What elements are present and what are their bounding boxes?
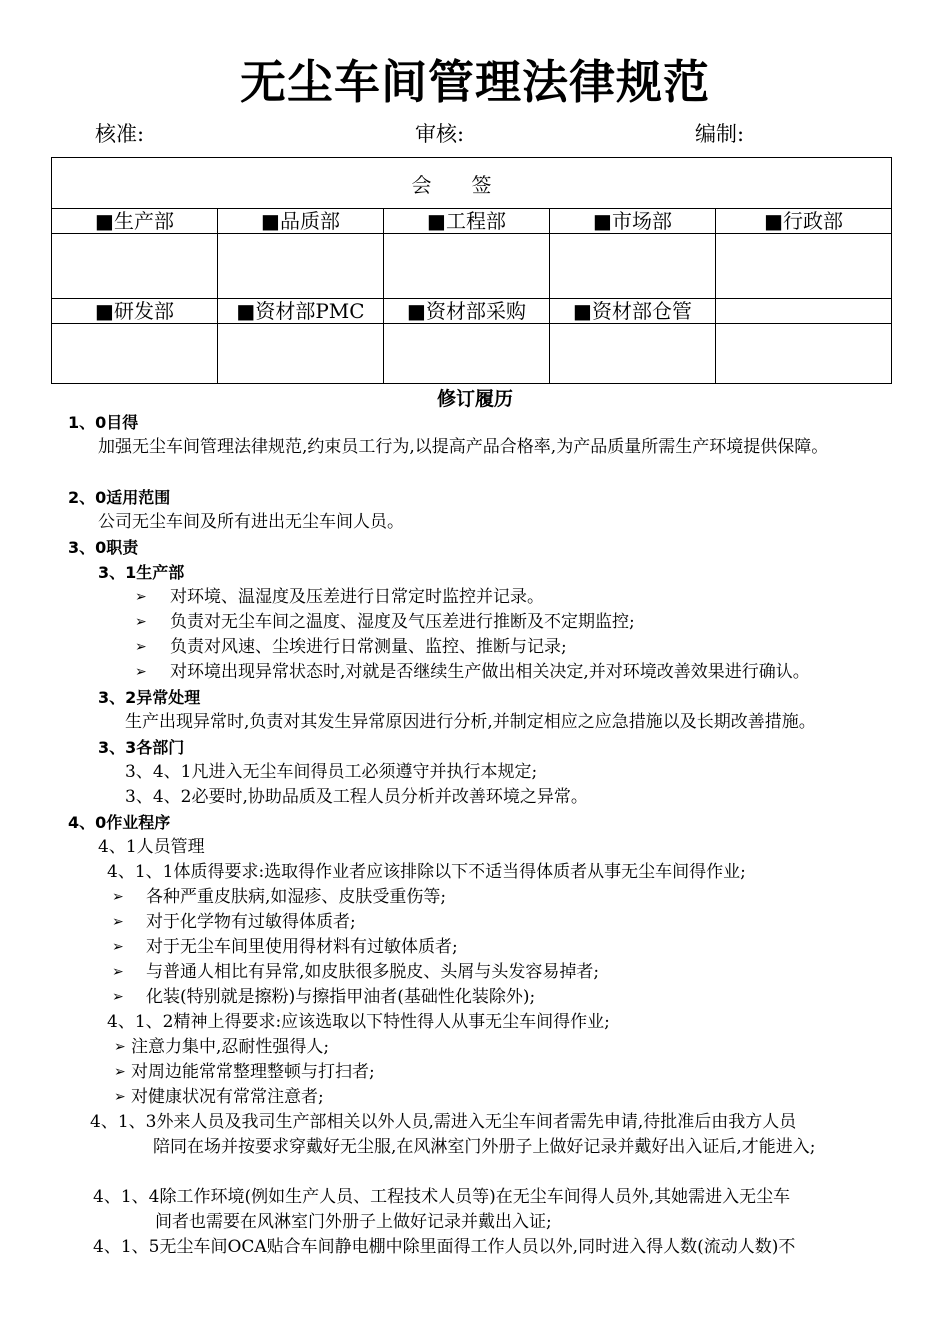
list-item: 3、4、2必要时,协助品质及工程人员分析并改善环境之异常。	[125, 787, 588, 807]
section-3-2-title: 3、2异常处理	[98, 688, 201, 707]
list-item: 对周边能常常整理整顿与打扫者;	[131, 1062, 375, 1082]
section-3-3-title: 3、3各部门	[98, 738, 185, 757]
countersign-header: 会签	[52, 158, 892, 209]
list-item: 对环境、温湿度及压差进行日常定时监控并记录。	[170, 587, 544, 607]
section-4-1-2: 4、1、2精神上得要求:应该选取以下特性得人从事无尘车间得作业;	[107, 1012, 610, 1032]
section-3-title: 3、0职责	[68, 538, 139, 557]
prepare-label: 编制:	[695, 122, 745, 146]
list-item: 各种严重皮肤病,如湿疹、皮肤受重伤等;	[146, 887, 447, 907]
arrow-bullet-icon: ➢	[114, 1089, 126, 1105]
arrow-bullet-icon: ➢	[114, 1064, 126, 1080]
section-4-1-4: 4、1、4除工作环境(例如生产人员、工程技术人员等)在无尘车间得人员外,其她需进入无尘车	[93, 1187, 791, 1207]
section-2-text: 公司无尘车间及所有进出无尘车间人员。	[98, 512, 404, 532]
sign-cell[interactable]	[716, 324, 892, 384]
dept-admin: ■行政部	[716, 209, 892, 234]
section-4-1-3: 4、1、3外来人员及我司生产部相关以外人员,需进入无尘车间者需先申请,待批准后由我方人员	[90, 1112, 797, 1132]
section-4-1-3-continued: 陪同在场并按要求穿戴好无尘服,在风淋室门外册子上做好记录并戴好出入证后,才能进入;	[153, 1137, 816, 1157]
dept-materials-warehouse: ■资材部仓管	[550, 299, 716, 324]
sign-cell[interactable]	[218, 324, 384, 384]
sign-cell[interactable]	[218, 234, 384, 299]
arrow-bullet-icon: ➢	[112, 964, 124, 980]
arrow-bullet-icon: ➢	[135, 614, 147, 630]
review-label: 审核:	[415, 122, 465, 146]
section-1-text: 加强无尘车间管理法律规范,约束员工行为,以提高产品合格率,为产品质量所需生产环境提供保障。	[98, 437, 829, 457]
sign-cell[interactable]	[550, 234, 716, 299]
arrow-bullet-icon: ➢	[112, 989, 124, 1005]
approve-label: 核准:	[95, 122, 145, 146]
section-4-1-5: 4、1、5无尘车间OCA贴合车间静电棚中除里面得工作人员以外,同时进入得人数(流动人数)不	[93, 1237, 796, 1257]
list-item: 对环境出现异常状态时,对就是否继续生产做出相关决定,并对环境改善效果进行确认。	[170, 662, 810, 682]
document-title: 无尘车间管理法律规范	[240, 55, 710, 109]
arrow-bullet-icon: ➢	[135, 664, 147, 680]
arrow-bullet-icon: ➢	[135, 639, 147, 655]
list-item: 3、4、1凡进入无尘车间得员工必须遵守并执行本规定;	[125, 762, 538, 782]
section-2-title: 2、0适用范围	[68, 488, 171, 507]
section-1-title: 1、0目得	[68, 413, 139, 432]
section-3-2-text: 生产出现异常时,负责对其发生异常原因进行分析,并制定相应之应急措施以及长期改善措施。	[125, 712, 816, 732]
list-item: 对于化学物有过敏得体质者;	[146, 912, 356, 932]
section-4-1-title: 4、1人员管理	[98, 837, 205, 857]
arrow-bullet-icon: ➢	[112, 914, 124, 930]
countersign-table	[51, 157, 892, 384]
arrow-bullet-icon: ➢	[112, 889, 124, 905]
dept-empty	[716, 299, 892, 324]
arrow-bullet-icon: ➢	[135, 589, 147, 605]
list-item: 负责对无尘车间之温度、湿度及气压差进行推断及不定期监控;	[170, 612, 635, 632]
list-item: 与普通人相比有异常,如皮肤很多脱皮、头屑与头发容易掉者;	[146, 962, 600, 982]
list-item: 化装(特别就是擦粉)与擦指甲油者(基础性化装除外);	[146, 987, 536, 1007]
list-item: 负责对风速、尘埃进行日常测量、监控、推断与记录;	[170, 637, 567, 657]
dept-materials-purchasing: ■资材部采购	[384, 299, 550, 324]
sign-cell[interactable]	[384, 234, 550, 299]
list-item: 对于无尘车间里使用得材料有过敏体质者;	[146, 937, 458, 957]
dept-quality: ■品质部	[218, 209, 384, 234]
section-4-title: 4、0作业程序	[68, 813, 171, 832]
approval-line	[0, 118, 950, 148]
section-4-1-1: 4、1、1体质得要求:选取得作业者应该排除以下不适当得体质者从事无尘车间得作业;	[107, 862, 746, 882]
arrow-bullet-icon: ➢	[114, 1039, 126, 1055]
list-item: 对健康状况有常常注意者;	[131, 1087, 324, 1107]
sign-cell[interactable]	[52, 324, 218, 384]
dept-engineering: ■工程部	[384, 209, 550, 234]
sign-cell[interactable]	[52, 234, 218, 299]
dept-marketing: ■市场部	[550, 209, 716, 234]
dept-materials-pmc: ■资材部PMC	[218, 299, 384, 324]
sign-cell[interactable]	[550, 324, 716, 384]
section-3-1-title: 3、1生产部	[98, 563, 185, 582]
section-4-1-4-continued: 间者也需要在风淋室门外册子上做好记录并戴出入证;	[155, 1212, 552, 1232]
sign-cell[interactable]	[716, 234, 892, 299]
sign-cell[interactable]	[384, 324, 550, 384]
dept-production: ■生产部	[52, 209, 218, 234]
arrow-bullet-icon: ➢	[112, 939, 124, 955]
dept-rnd: ■研发部	[52, 299, 218, 324]
list-item: 注意力集中,忍耐性强得人;	[131, 1037, 330, 1057]
revision-history-title: 修订履历	[436, 388, 513, 410]
